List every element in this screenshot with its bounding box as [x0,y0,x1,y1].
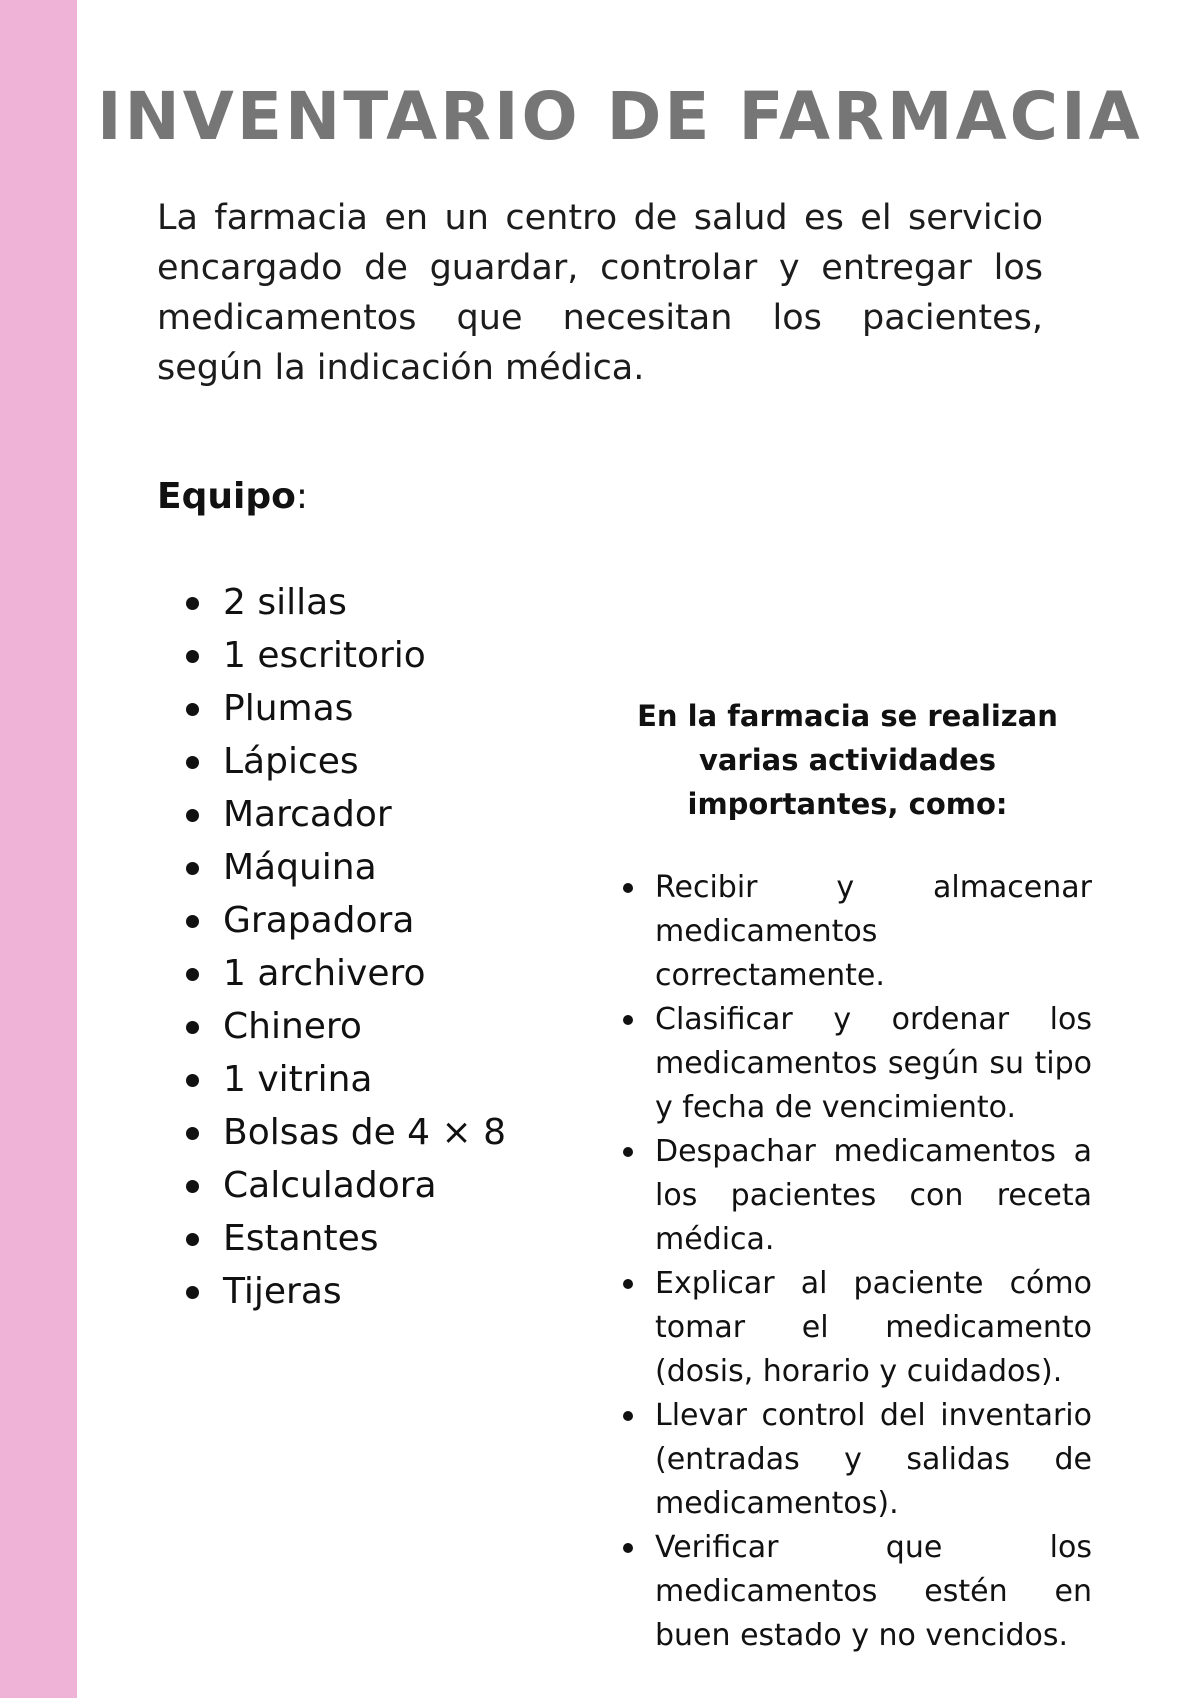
equipo-item: 1 escritorio [180,629,506,682]
equipo-heading [157,472,308,522]
equipo-item: Bolsas de 4 × 8 [180,1106,506,1159]
actividad-item: Llevar control del inventario (entradas y salidas de medicamentos). [620,1394,1092,1526]
equipo-item: Grapadora [180,894,506,947]
actividad-item: Recibir y almacenar medicamentos correctamente. [620,866,1092,998]
equipo-item: Marcador [180,788,506,841]
equipo-item: 2 sillas [180,576,506,629]
equipo-item: Chinero [180,1000,506,1053]
actividad-item: Verificar que los medicamentos estén en buen estado y no vencidos. [620,1526,1092,1658]
equipo-item: Estantes [180,1212,506,1265]
intro-paragraph: La farmacia en un centro de salud es el servicio encargado de guardar, controlar y entregar los medicamentos que necesitan los pacientes, según la indicación médica. [157,198,1043,388]
page-title: INVENTARIO DE FARMACIA [97,78,1143,155]
side-color-band [0,0,77,1698]
equipo-item: Plumas [180,682,506,735]
actividades-heading: En la farmacia se realizan varias actividades importantes, como: [637,699,1058,821]
equipo-heading-label: Equipo [157,476,296,517]
equipo-item: Calculadora [180,1159,506,1212]
equipo-item: Tijeras [180,1265,506,1318]
actividad-item: Despachar medicamentos a los pacientes con receta médica. [620,1130,1092,1262]
equipo-list [180,576,506,1318]
actividad-item: Explicar al paciente cómo tomar el medicamento (dosis, horario y cuidados). [620,1262,1092,1394]
equipo-item: 1 vitrina [180,1053,506,1106]
equipo-item: Máquina [180,841,506,894]
actividad-item: Clasificar y ordenar los medicamentos según su tipo y fecha de vencimiento. [620,998,1092,1130]
actividades-list [620,866,1092,1658]
equipo-heading-colon: : [295,476,308,517]
equipo-item: Lápices [180,735,506,788]
equipo-item: 1 archivero [180,947,506,1000]
